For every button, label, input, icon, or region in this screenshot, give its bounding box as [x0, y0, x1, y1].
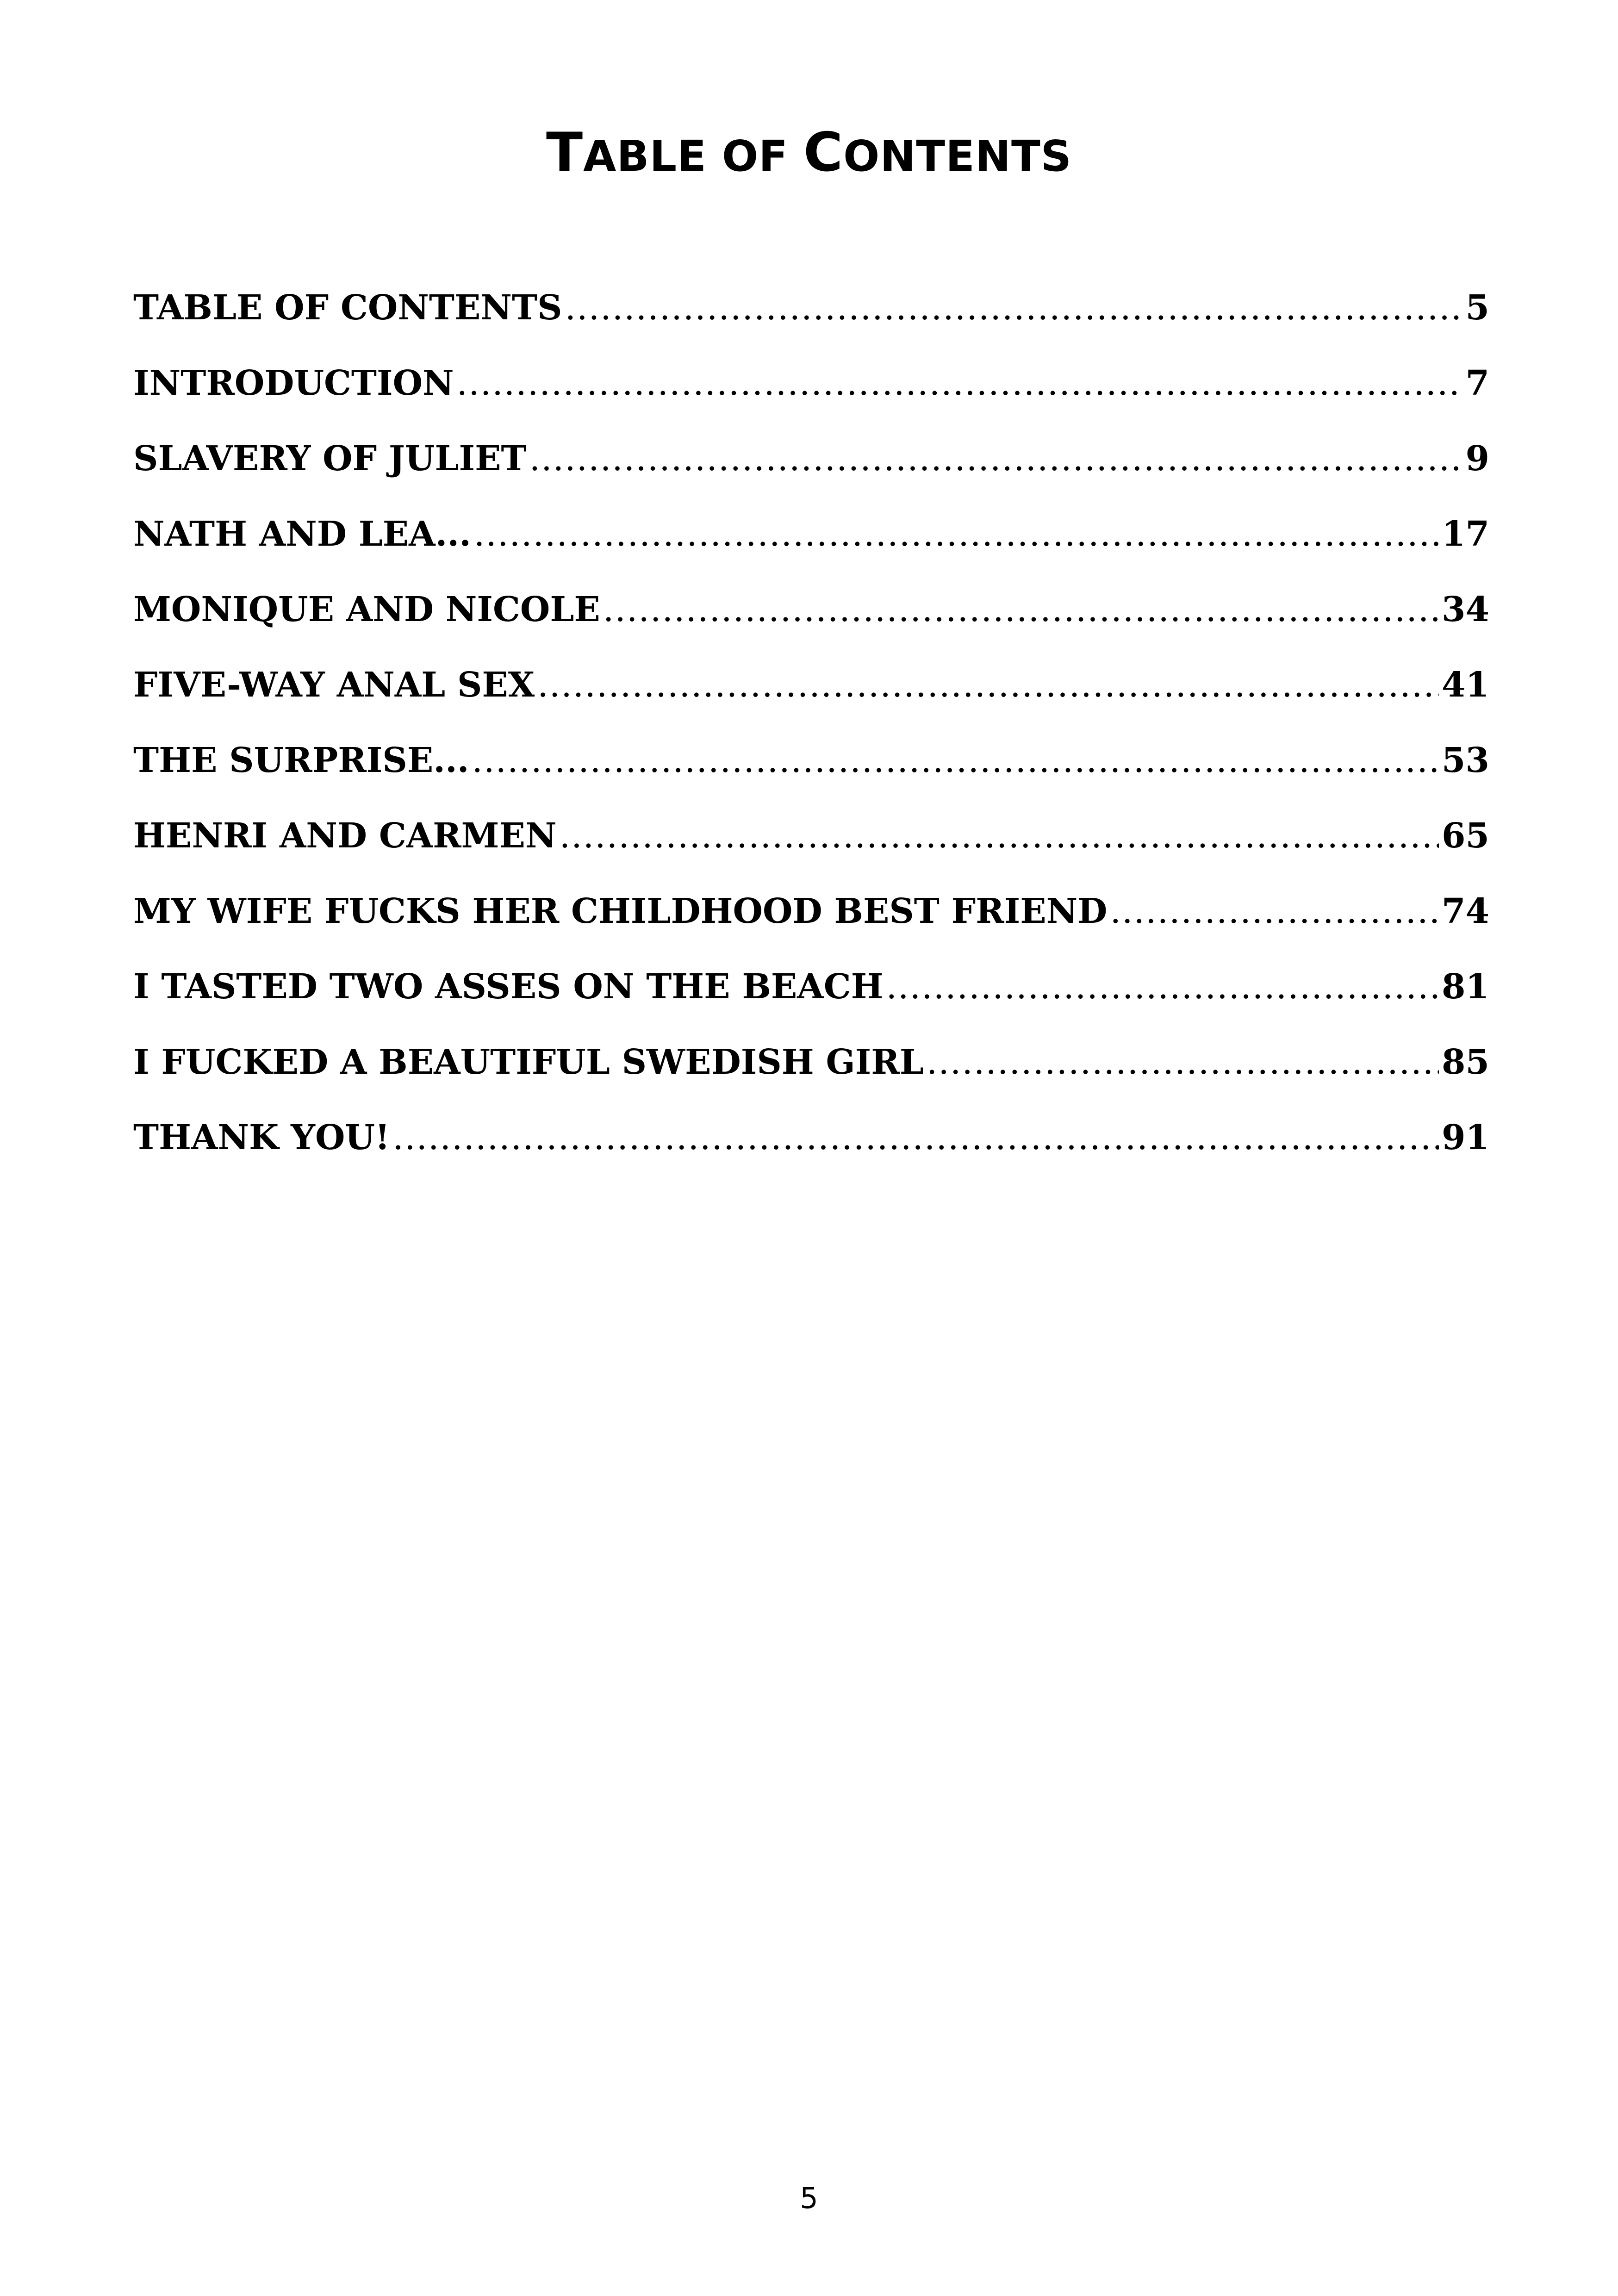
toc-entry[interactable]: [133, 959, 1489, 1034]
title-second-rest: ONTENTS: [843, 131, 1072, 181]
toc-dot-leader: [472, 733, 1439, 788]
toc-entry-page: 9: [1465, 439, 1489, 479]
toc-dot-leader: [565, 280, 1463, 336]
toc-entry-title: MY WIFE FUCKS HER CHILDHOOD BEST FRIEND: [133, 891, 1108, 931]
toc-entry-page: 53: [1442, 740, 1489, 780]
toc-entry-title: NATH AND LEA...: [133, 514, 471, 554]
toc-entry[interactable]: [133, 431, 1489, 506]
page-title: [0, 116, 1618, 193]
toc-dot-leader: [474, 506, 1439, 562]
toc-dot-leader: [457, 355, 1463, 411]
toc-entry[interactable]: [133, 280, 1489, 355]
toc-entry-page: 91: [1442, 1118, 1489, 1157]
toc-entry-page: 74: [1442, 891, 1489, 931]
toc-entry-page: 65: [1442, 816, 1489, 856]
toc-dot-leader: [1110, 884, 1439, 939]
toc-entry-page: 17: [1442, 514, 1489, 554]
toc-entry-title: FIVE-WAY ANAL SEX: [133, 665, 535, 705]
toc-entry[interactable]: [133, 657, 1489, 733]
toc-entry[interactable]: [133, 506, 1489, 582]
toc-entry-title: TABLE OF CONTENTS: [133, 288, 562, 328]
toc-entry-title: THANK YOU!: [133, 1118, 390, 1157]
toc-entry-title: THE SURPRISE...: [133, 740, 469, 780]
table-of-contents: [133, 280, 1489, 1185]
toc-entry-title: I FUCKED A BEAUTIFUL SWEDISH GIRL: [133, 1042, 924, 1082]
toc-entry[interactable]: [133, 808, 1489, 884]
toc-dot-leader: [529, 431, 1463, 486]
toc-dot-leader: [560, 808, 1439, 864]
toc-entry[interactable]: [133, 355, 1489, 431]
toc-entry-page: 81: [1442, 967, 1489, 1007]
title-first-rest: ABLE OF: [583, 131, 804, 181]
toc-entry-title: SLAVERY OF JULIET: [133, 439, 527, 479]
toc-dot-leader: [392, 1110, 1439, 1165]
toc-entry-title: HENRI AND CARMEN: [133, 816, 557, 856]
toc-entry[interactable]: [133, 1034, 1489, 1110]
toc-dot-leader: [537, 657, 1439, 713]
toc-entry-page: 5: [1465, 288, 1489, 328]
title-first-cap: T: [546, 121, 584, 184]
toc-entry-page: 85: [1442, 1042, 1489, 1082]
toc-entry[interactable]: [133, 582, 1489, 657]
toc-dot-leader: [886, 959, 1439, 1014]
toc-entry[interactable]: [133, 884, 1489, 959]
toc-entry-title: I TASTED TWO ASSES ON THE BEACH: [133, 967, 884, 1007]
toc-entry-title: MONIQUE AND NICOLE: [133, 590, 600, 629]
toc-entry[interactable]: [133, 733, 1489, 808]
toc-dot-leader: [927, 1034, 1439, 1090]
toc-entry-page: 7: [1465, 363, 1489, 403]
toc-entry[interactable]: [133, 1110, 1489, 1185]
page-number: 5: [800, 2181, 818, 2215]
title-second-cap: C: [803, 121, 844, 184]
toc-entry-title: INTRODUCTION: [133, 363, 454, 403]
toc-entry-page: 41: [1442, 665, 1489, 705]
toc-dot-leader: [603, 582, 1439, 637]
toc-entry-page: 34: [1442, 590, 1489, 629]
